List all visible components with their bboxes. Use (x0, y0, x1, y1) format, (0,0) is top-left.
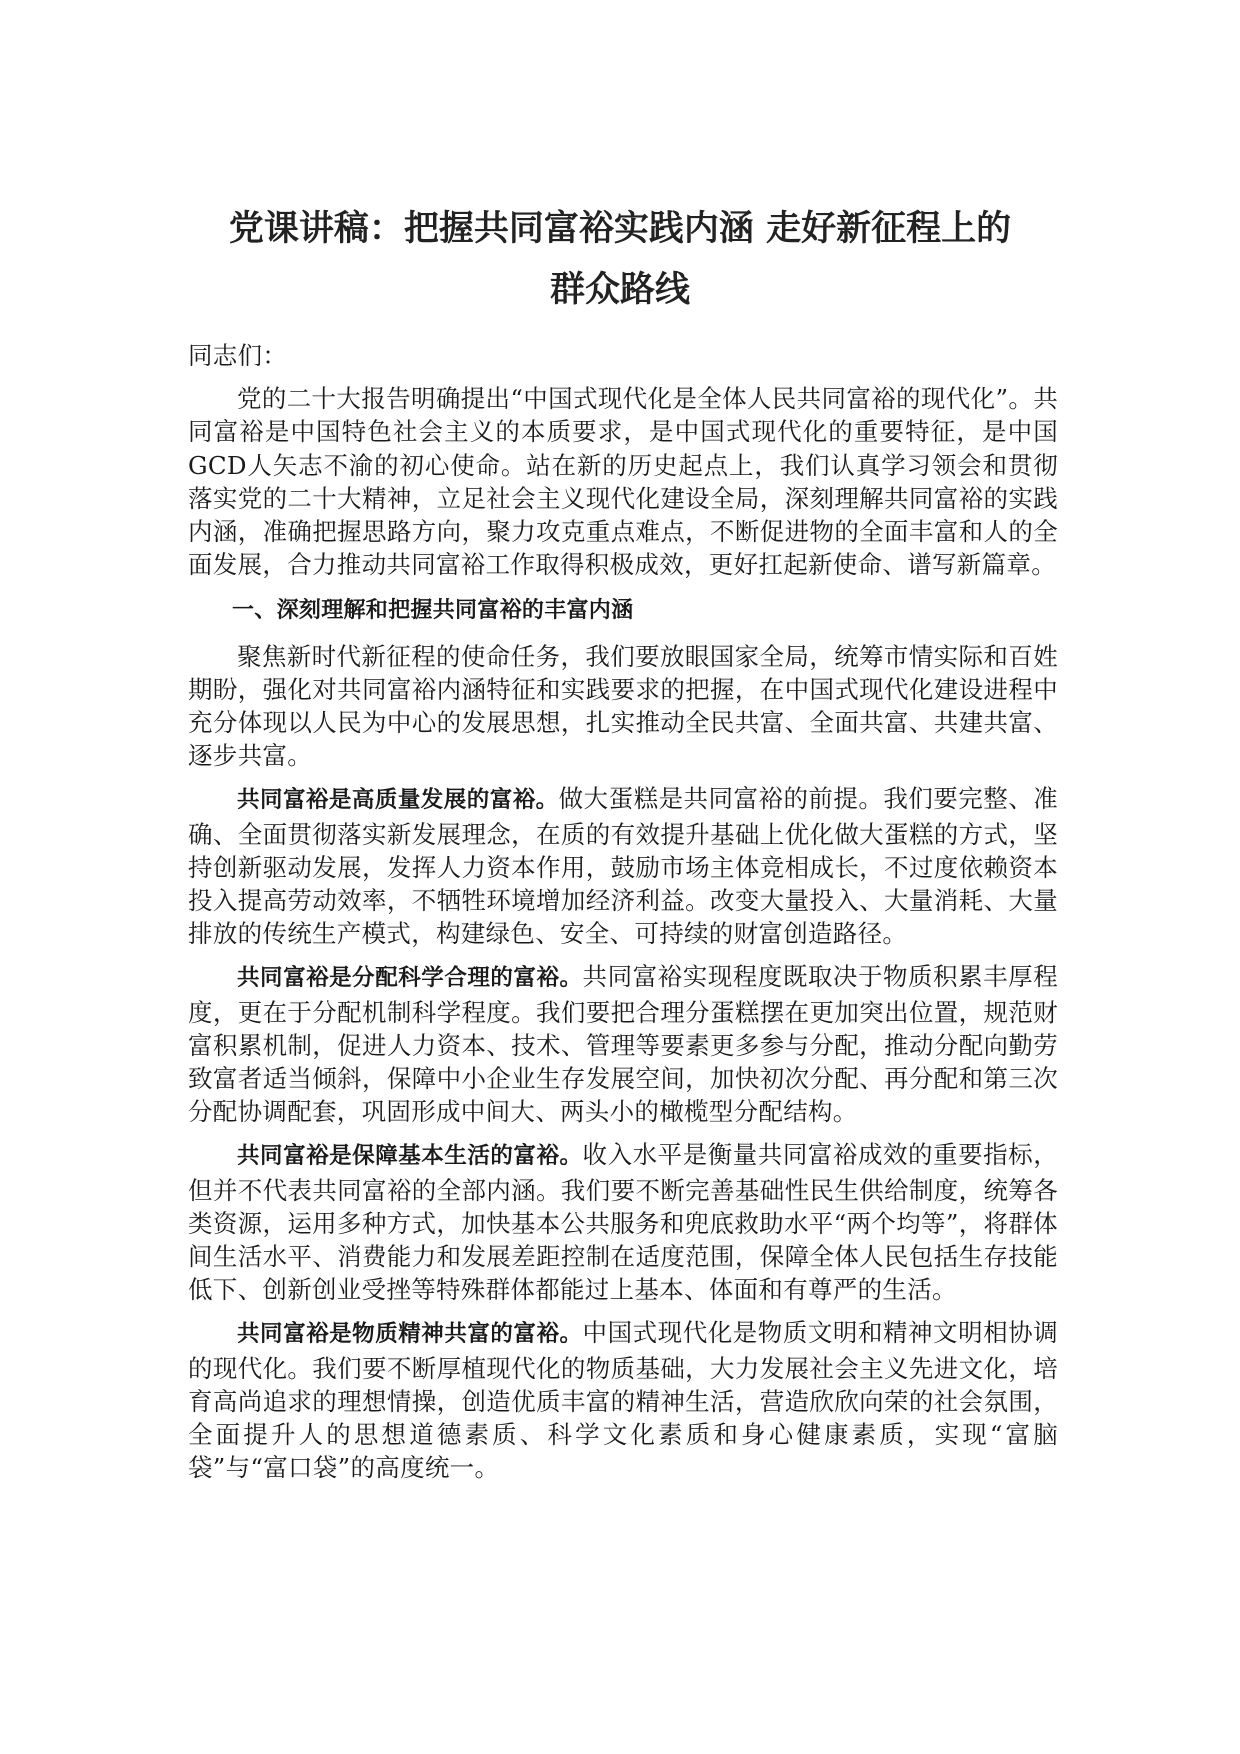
point-lead: 共同富裕是高质量发展的富裕。 (237, 787, 559, 814)
intro-paragraph: 党的二十大报告明确提出“中国式现代化是全体人民共同富裕的现代化”。共同富裕是中国特色社会主义的本质要求，是中国式现代化的重要特征，是中国GCD人矢志不渝的初心使命。站在新的历史起点上，我们认真学习领会和贯彻落实党的二十大精神，立足社会主义现代化建设全局，深刻理解共同富裕的实践内涵，准确把握思路方向，聚力攻克重点难点，不断促进物的全面丰富和人的全面发展，合力推动共同富裕工作取得积极成效，更好扛起新使命、谱写新篇章。 (188, 384, 1058, 580)
point-paragraph-2 (188, 960, 1058, 1128)
point-lead: 共同富裕是保障基本生活的富裕。 (237, 1143, 583, 1170)
document-title-line-2: 群众路线 (549, 270, 690, 310)
point-text: 做大蛋糕是共同富裕的前提。我们要完整、准确、全面贯彻落实新发展理念，在质的有效提升基础上优化做大蛋糕的方式，坚持创新驱动发展，发挥人力资本作用，鼓励市场主体竞相成长，不过度依赖资本投入提高劳动效率，不牺牲环境增加经济利益。改变大量投入、大量消耗、大量排放的传统生产模式，构建绿色、安全、可持续的财富创造路径。 (188, 784, 1059, 949)
document-title-line-1: 党课讲稿：把握共同富裕实践内涵 走好新征程上的 (228, 209, 1012, 249)
point-paragraph-3 (188, 1138, 1058, 1306)
greeting: 同志们： (188, 341, 288, 370)
point-paragraph-4 (188, 1316, 1058, 1484)
section-heading: 一、深刻理解和把握共同富裕的丰富内涵 (232, 598, 634, 624)
point-paragraph-1 (188, 782, 1058, 950)
point-lead: 共同富裕是物质精神共富的富裕。 (237, 1321, 583, 1348)
point-lead: 共同富裕是分配科学合理的富裕。 (237, 965, 583, 992)
section-intro-paragraph: 聚焦新时代新征程的使命任务，我们要放眼国家全局，统筹市情实际和百姓期盼，强化对共同富裕内涵特征和实践要求的把握，在中国式现代化建设进程中充分体现以人民为中心的发展思想，扎实推动全民共富、全面共富、共建共富、逐步共富。 (188, 641, 1058, 771)
point-text: 中国式现代化是物质文明和精神文明相协调的现代化。我们要不断厚植现代化的物质基础，大力发展社会主义先进文化，培育高尚追求的理想情操，创造优质丰富的精神生活，营造欣欣向荣的社会氛围，全面提升人的思想道德素质、科学文化素质和身心健康素质，实现“富脑袋”与“富口袋”的高度统一。 (188, 1318, 1058, 1483)
point-text: 收入水平是衡量共同富裕成效的重要指标，但并不代表共同富裕的全部内涵。我们要不断完善基础性民生供给制度，统筹各类资源，运用多种方式，加快基本公共服务和兜底救助水平“两个均等”，将群体间生活水平、消费能力和发展差距控制在适度范围，保障全体人民包括生存技能低下、创新创业受挫等特殊群体都能过上基本、体面和有尊严的生活。 (188, 1140, 1058, 1305)
point-text: 共同富裕实现程度既取决于物质积累丰厚程度，更在于分配机制科学程度。我们要把合理分蛋糕摆在更加突出位置，规范财富积累机制，促进人力资本、技术、管理等要素更多参与分配，推动分配向勤劳致富者适当倾斜，保障中小企业生存发展空间，加快初次分配、再分配和第三次分配协调配套，巩固形成中间大、两头小的橄榄型分配结构。 (188, 962, 1058, 1127)
document-body (188, 339, 1058, 1495)
